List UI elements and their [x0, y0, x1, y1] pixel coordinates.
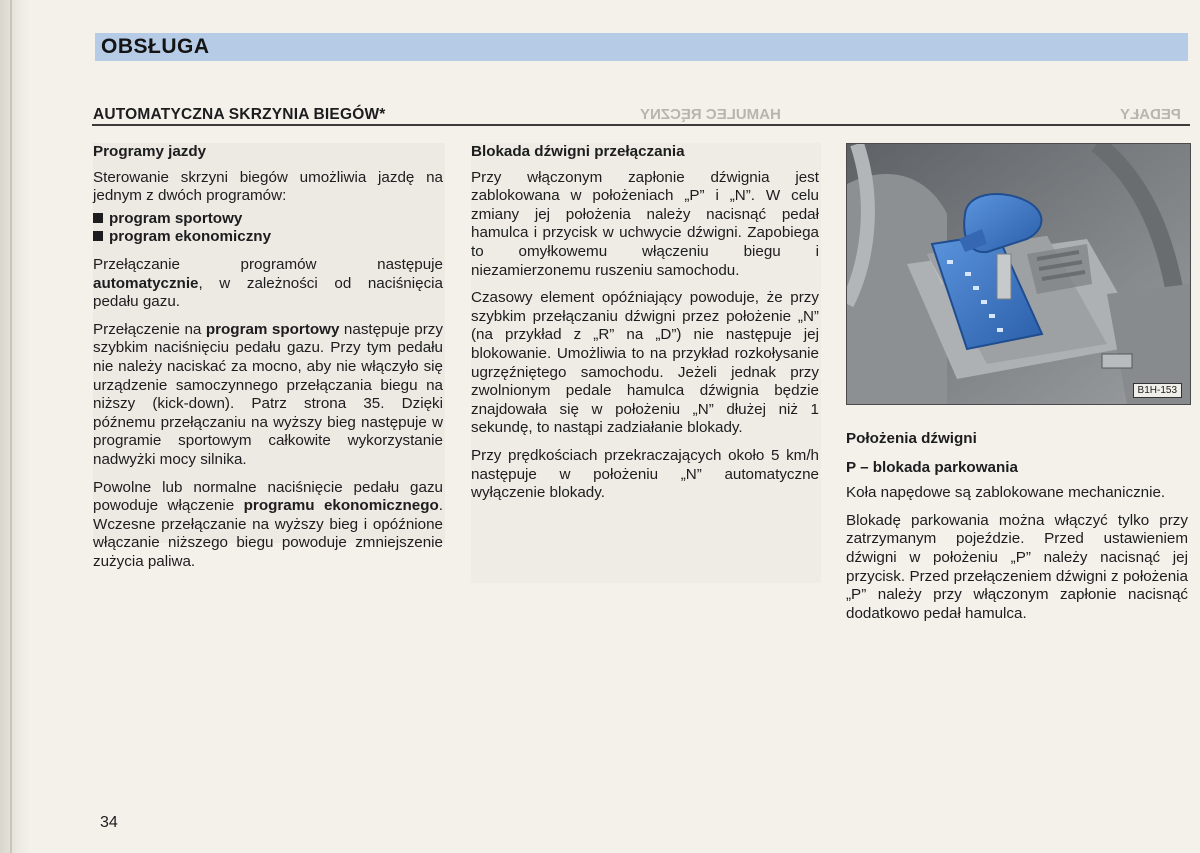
- text-run: Przełączenie na: [93, 320, 206, 338]
- bold-term: program sportowy: [205, 320, 340, 338]
- section-header-bar: [95, 33, 1188, 61]
- text-run: następuje przy szybkim naciśnięciu pedału gazu. Przy tym pedału nie należy naciskać za mocno, aby nie włączyło się urządzenie samoczynnego przełączania biegu na niższy (kick-down). Patrz strona 35. Dzięki późnemu przełączaniu na wyższy bieg następuje w programie sportowym całkowite wykorzystanie nadwyżki mocy silnika.: [93, 320, 443, 468]
- bullet-item: [93, 228, 443, 247]
- text-run: . Wczesne przełączanie na wyższy bieg i opóźnione włączanie niższego biegu powoduje zmniejszenie zużycia paliwa.: [93, 497, 443, 570]
- bleed-through-text: PEDAŁY: [1120, 106, 1181, 123]
- paragraph: Sterowanie skrzyni biegów umożliwia jazdę na jednym z dwóch programów:: [93, 168, 443, 205]
- bleed-through-text: HAMULEC RĘCZNY: [640, 106, 781, 123]
- heading-lever-positions: Położenia dźwigni: [846, 430, 977, 447]
- chapter-title: AUTOMATYCZNA SKRZYNIA BIEGÓW*: [93, 106, 386, 123]
- bullet-label: program ekonomiczny: [109, 228, 272, 246]
- right-column: [846, 430, 1188, 632]
- paragraph: [93, 479, 443, 572]
- gear-shift-illustration: [846, 143, 1191, 405]
- text-run: Przełączanie programów następuje: [93, 255, 443, 273]
- paragraph: Przy prędkościach przekraczających około 5 km/h następuje w położeniu „N” automatyczne wyłączenie blokady.: [471, 446, 819, 502]
- paragraph: Przy włączonym zapłonie dźwignia jest zablokowana w położeniach „P” i „N”. W celu zmiany jej położenia należy nacisnąć pedał hamulca i przycisk w uchwycie dźwigni. Zapobiega to omyłkowemu włączeniu biegu i niezamierzonemu ruszeniu samochodu.: [471, 168, 819, 279]
- text-run: , w zależności od naciśnięcia pedału gazu.: [93, 274, 443, 311]
- square-bullet-icon: [93, 231, 103, 241]
- subheading-parking-lock: P – blokada parkowania: [846, 458, 1018, 476]
- paragraph: Czasowy element opóźniający powoduje, że przy szybkim przełączaniu dźwigni przez położenie „N” (na przykład z „R” na „D”) nie następuje jej blokowanie. Umożliwia to na przykład rozkołysanie ugrzęźniętego samochodu. Jeżeli jednak przy zwolnionym pedale hamulca dźwignia będzie znajdowała się w położeniu „N” dłużej niż 1 sekundę, to nastąpi zadziałanie blokady.: [471, 289, 819, 437]
- square-bullet-icon: [93, 213, 103, 223]
- middle-column: [471, 143, 819, 512]
- left-column: [93, 143, 443, 580]
- figure-code-label: B1H-153: [1133, 383, 1182, 398]
- section-title: OBSŁUGA: [101, 35, 210, 58]
- gear-shift-drawing: [847, 144, 1190, 404]
- bold-term: programu ekonomicznego: [243, 497, 439, 515]
- paragraph: [93, 256, 443, 312]
- heading-lever-lock: Blokada dźwigni przełączania: [471, 143, 685, 160]
- bullet-label: program sportowy: [109, 209, 243, 227]
- paragraph: Koła napędowe są zablokowane mechanicznie.: [846, 484, 1166, 502]
- bold-term: automatycznie: [93, 274, 199, 292]
- chapter-divider: [92, 124, 1190, 126]
- bullet-item: [93, 210, 443, 229]
- heading-driving-programs: Programy jazdy: [93, 143, 207, 160]
- paragraph: [93, 321, 443, 470]
- page-edge: [10, 0, 12, 853]
- text-run: Powolne lub normalne naciśnięcie pedału gazu powoduje włączenie: [93, 478, 443, 515]
- page-number: 34: [100, 814, 118, 831]
- paragraph: Blokadę parkowania można włączyć tylko przy zatrzymanym pojeździe. Przed ustawieniem dźwigni w położeniu „P” należy nacisnąć jej przycisk. Przed przełączeniem dźwigni z położenia „P” należy przy włączonym zapłonie nacisnąć dodatkowo pedał hamulca.: [846, 511, 1188, 622]
- page-binding-shadow: [0, 0, 30, 853]
